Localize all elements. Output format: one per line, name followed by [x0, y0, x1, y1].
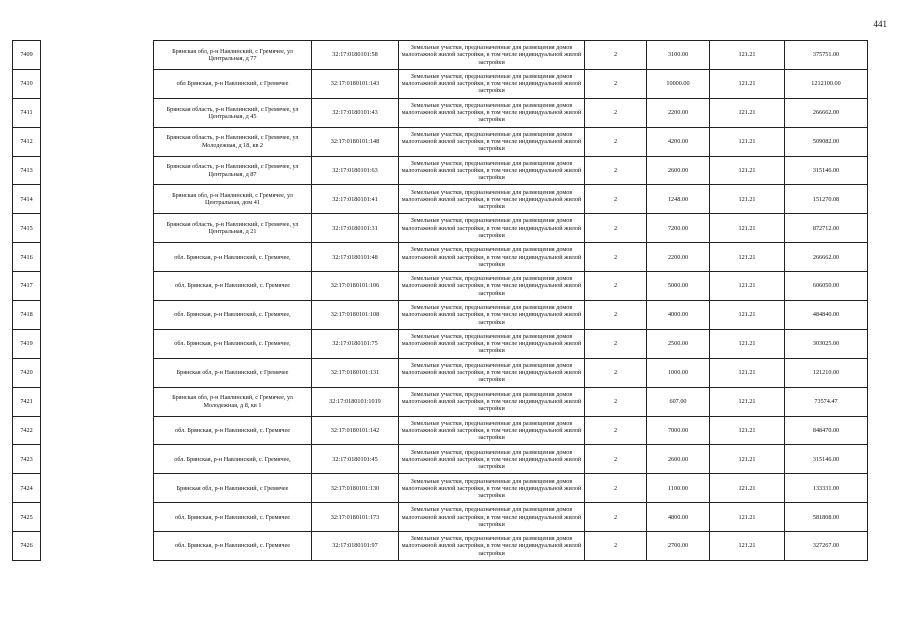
cadastral-number-cell: 32:17:0180101:58: [312, 41, 399, 70]
row-number-cell: 7421: [13, 387, 41, 416]
rate-cell: 121.21: [710, 156, 785, 185]
group-cell: 2: [585, 358, 647, 387]
cadastral-number-cell: 32:17:0180101:1019: [312, 387, 399, 416]
row-number-cell: 7412: [13, 127, 41, 156]
row-number-cell: 7414: [13, 185, 41, 214]
cadastral-number-cell: 32:17:0180101:108: [312, 301, 399, 330]
land-purpose-cell: Земельные участки, предназначенные для размещения домов малоэтажной жилой застройки, в том числе индивидуальной жилой застройки: [399, 474, 585, 503]
address-cell: обл. Брянская, р-н Навлинский, с. Гремячее: [154, 416, 312, 445]
cadastral-value-cell: 327267.00: [785, 532, 868, 561]
table-row: [13, 214, 868, 243]
cadastral-number-cell: 32:17:0180101:173: [312, 503, 399, 532]
cadastral-value-cell: 1212100.00: [785, 69, 868, 98]
cadastral-number-cell: 32:17:0180101:75: [312, 329, 399, 358]
address-cell: обл Брянская, р-н Навлинский, с Гремячее: [154, 69, 312, 98]
cadastral-value-cell: 484840.00: [785, 301, 868, 330]
address-cell: обл. Брянская, р-н Навлинский, с. Гремячее,: [154, 301, 312, 330]
land-purpose-cell: Земельные участки, предназначенные для размещения домов малоэтажной жилой застройки, в том числе индивидуальной жилой застройки: [399, 41, 585, 70]
address-cell: Брянская область, р-н Навлинский, с Гремячее, ул Центральная, д 45: [154, 98, 312, 127]
area-cell: 7000.00: [647, 416, 710, 445]
empty-gap-cell: [41, 445, 154, 474]
cadastral-number-cell: 32:17:0180101:63: [312, 156, 399, 185]
land-purpose-cell: Земельные участки, предназначенные для размещения домов малоэтажной жилой застройки, в том числе индивидуальной жилой застройки: [399, 532, 585, 561]
group-cell: 2: [585, 445, 647, 474]
cadastral-number-cell: 32:17:0180101:106: [312, 272, 399, 301]
land-purpose-cell: Земельные участки, предназначенные для размещения домов малоэтажной жилой застройки, в том числе индивидуальной жилой застройки: [399, 156, 585, 185]
empty-gap-cell: [41, 243, 154, 272]
rate-cell: 121.21: [710, 416, 785, 445]
area-cell: 4800.00: [647, 503, 710, 532]
area-cell: 1000.00: [647, 358, 710, 387]
rate-cell: 121.21: [710, 503, 785, 532]
group-cell: 2: [585, 185, 647, 214]
table-row: [13, 243, 868, 272]
land-purpose-cell: Земельные участки, предназначенные для размещения домов малоэтажной жилой застройки, в том числе индивидуальной жилой застройки: [399, 243, 585, 272]
land-purpose-cell: Земельные участки, предназначенные для размещения домов малоэтажной жилой застройки, в том числе индивидуальной жилой застройки: [399, 358, 585, 387]
address-cell: Брянская область, р-н Навлинский, с Гремячее, ул Молодежная, д 18, кв 2: [154, 127, 312, 156]
empty-gap-cell: [41, 387, 154, 416]
table-row: [13, 156, 868, 185]
rate-cell: 121.21: [710, 272, 785, 301]
rate-cell: 121.21: [710, 301, 785, 330]
table-row: [13, 301, 868, 330]
empty-gap-cell: [41, 503, 154, 532]
address-cell: Брянская обл, р-н Навлинский, с Гремячее, ул Центральная, дом 41: [154, 185, 312, 214]
row-number-cell: 7413: [13, 156, 41, 185]
group-cell: 2: [585, 532, 647, 561]
address-cell: Брянская область, р-н Навлинский, с Гремячее, ул Центральная, д 87: [154, 156, 312, 185]
group-cell: 2: [585, 156, 647, 185]
area-cell: 2500.00: [647, 329, 710, 358]
cadastral-number-cell: 32:17:0180101:142: [312, 416, 399, 445]
cadastral-value-cell: 315146.00: [785, 445, 868, 474]
rate-cell: 121.21: [710, 329, 785, 358]
cadastral-number-cell: 32:17:0180101:143: [312, 69, 399, 98]
area-cell: 10000.00: [647, 69, 710, 98]
rate-cell: 121.21: [710, 41, 785, 70]
cadastral-number-cell: 32:17:0180101:148: [312, 127, 399, 156]
group-cell: 2: [585, 127, 647, 156]
table-row: [13, 445, 868, 474]
address-cell: обл. Брянская, р-н Навлинский, с. Гремячее: [154, 532, 312, 561]
rate-cell: 121.21: [710, 532, 785, 561]
table-row: [13, 532, 868, 561]
area-cell: 2600.00: [647, 156, 710, 185]
cadastral-value-cell: 848470.00: [785, 416, 868, 445]
land-purpose-cell: Земельные участки, предназначенные для размещения домов малоэтажной жилой застройки, в том числе индивидуальной жилой застройки: [399, 214, 585, 243]
land-purpose-cell: Земельные участки, предназначенные для размещения домов малоэтажной жилой застройки, в том числе индивидуальной жилой застройки: [399, 445, 585, 474]
cadastral-value-cell: 581808.00: [785, 503, 868, 532]
cadastral-number-cell: 32:17:0180101:131: [312, 358, 399, 387]
table-row: [13, 387, 868, 416]
rate-cell: 121.21: [710, 98, 785, 127]
area-cell: 4200.00: [647, 127, 710, 156]
address-cell: обл. Брянская, р-н Навлинский, с. Гремячее: [154, 272, 312, 301]
land-purpose-cell: Земельные участки, предназначенные для размещения домов малоэтажной жилой застройки, в том числе индивидуальной жилой застройки: [399, 416, 585, 445]
table-row: [13, 127, 868, 156]
table-row: [13, 272, 868, 301]
empty-gap-cell: [41, 416, 154, 445]
land-purpose-cell: Земельные участки, предназначенные для размещения домов малоэтажной жилой застройки, в том числе индивидуальной жилой застройки: [399, 503, 585, 532]
cadastral-value-cell: 266662.00: [785, 98, 868, 127]
address-cell: обл. Брянская, р-н Навлинский, с. Гремячее,: [154, 329, 312, 358]
rate-cell: 121.21: [710, 69, 785, 98]
area-cell: 2600.00: [647, 445, 710, 474]
table-row: [13, 41, 868, 70]
land-purpose-cell: Земельные участки, предназначенные для размещения домов малоэтажной жилой застройки, в том числе индивидуальной жилой застройки: [399, 301, 585, 330]
table-row: [13, 503, 868, 532]
land-purpose-cell: Земельные участки, предназначенные для размещения домов малоэтажной жилой застройки, в том числе индивидуальной жилой застройки: [399, 185, 585, 214]
cadastral-number-cell: 32:17:0180101:45: [312, 445, 399, 474]
empty-gap-cell: [41, 301, 154, 330]
cadastral-number-cell: 32:17:0180101:43: [312, 98, 399, 127]
empty-gap-cell: [41, 272, 154, 301]
group-cell: 2: [585, 474, 647, 503]
group-cell: 2: [585, 387, 647, 416]
cadastral-value-cell: 133331.00: [785, 474, 868, 503]
land-purpose-cell: Земельные участки, предназначенные для размещения домов малоэтажной жилой застройки, в том числе индивидуальной жилой застройки: [399, 329, 585, 358]
table-row: [13, 98, 868, 127]
empty-gap-cell: [41, 127, 154, 156]
area-cell: 4000.00: [647, 301, 710, 330]
group-cell: 2: [585, 503, 647, 532]
cadastral-value-cell: 73574.47: [785, 387, 868, 416]
empty-gap-cell: [41, 532, 154, 561]
row-number-cell: 7423: [13, 445, 41, 474]
row-number-cell: 7410: [13, 69, 41, 98]
group-cell: 2: [585, 98, 647, 127]
table-row: [13, 185, 868, 214]
cadastral-value-cell: 303025.00: [785, 329, 868, 358]
row-number-cell: 7418: [13, 301, 41, 330]
table-row: [13, 329, 868, 358]
row-number-cell: 7411: [13, 98, 41, 127]
address-cell: Брянская обл, р-н Навлинский, с Гремячее: [154, 474, 312, 503]
cadastral-value-cell: 509082.00: [785, 127, 868, 156]
table-row: [13, 474, 868, 503]
rate-cell: 121.21: [710, 127, 785, 156]
empty-gap-cell: [41, 41, 154, 70]
area-cell: 1100.00: [647, 474, 710, 503]
land-purpose-cell: Земельные участки, предназначенные для размещения домов малоэтажной жилой застройки, в том числе индивидуальной жилой застройки: [399, 98, 585, 127]
group-cell: 2: [585, 301, 647, 330]
empty-gap-cell: [41, 358, 154, 387]
empty-gap-cell: [41, 474, 154, 503]
row-number-cell: 7417: [13, 272, 41, 301]
row-number-cell: 7422: [13, 416, 41, 445]
address-cell: обл. Брянская, р-н Навлинский, с. Гремячее,: [154, 243, 312, 272]
address-cell: Брянская обл, р-н Навлинский, с Гремячее: [154, 358, 312, 387]
row-number-cell: 7425: [13, 503, 41, 532]
group-cell: 2: [585, 416, 647, 445]
area-cell: 7200.00: [647, 214, 710, 243]
cadastral-number-cell: 32:17:0180101:130: [312, 474, 399, 503]
row-number-cell: 7415: [13, 214, 41, 243]
address-cell: обл. Брянская, р-н Навлинский, с. Гремячее,: [154, 445, 312, 474]
rate-cell: 121.21: [710, 243, 785, 272]
area-cell: 3100.00: [647, 41, 710, 70]
group-cell: 2: [585, 69, 647, 98]
address-cell: Брянская обл, р-н Навлинский, с Гремячее, ул Центральная, д 77: [154, 41, 312, 70]
table-body: [13, 41, 868, 561]
table-row: [13, 416, 868, 445]
row-number-cell: 7424: [13, 474, 41, 503]
cadastral-value-cell: 266662.00: [785, 243, 868, 272]
empty-gap-cell: [41, 329, 154, 358]
cadastral-value-cell: 121210.00: [785, 358, 868, 387]
cadastral-value-cell: 606050.00: [785, 272, 868, 301]
empty-gap-cell: [41, 185, 154, 214]
row-number-cell: 7409: [13, 41, 41, 70]
address-cell: Брянская обл, р-н Навлинский, с Гремячее, ул Молодежная, д 8, кв 1: [154, 387, 312, 416]
group-cell: 2: [585, 41, 647, 70]
rate-cell: 121.21: [710, 445, 785, 474]
address-cell: Брянская область, р-н Навлинский, с Гремячее, ул Центральная, д 21: [154, 214, 312, 243]
rate-cell: 121.21: [710, 387, 785, 416]
row-number-cell: 7416: [13, 243, 41, 272]
group-cell: 2: [585, 329, 647, 358]
empty-gap-cell: [41, 98, 154, 127]
group-cell: 2: [585, 243, 647, 272]
cadastral-number-cell: 32:17:0180101:31: [312, 214, 399, 243]
rate-cell: 121.21: [710, 358, 785, 387]
area-cell: 2700.00: [647, 532, 710, 561]
row-number-cell: 7420: [13, 358, 41, 387]
land-purpose-cell: Земельные участки, предназначенные для размещения домов малоэтажной жилой застройки, в том числе индивидуальной жилой застройки: [399, 272, 585, 301]
area-cell: 1248.00: [647, 185, 710, 214]
group-cell: 2: [585, 272, 647, 301]
land-purpose-cell: Земельные участки, предназначенные для размещения домов малоэтажной жилой застройки, в том числе индивидуальной жилой застройки: [399, 127, 585, 156]
cadastral-number-cell: 32:17:0180101:41: [312, 185, 399, 214]
page-number: 441: [873, 19, 887, 29]
cadastral-value-cell: 151270.08: [785, 185, 868, 214]
rate-cell: 121.21: [710, 214, 785, 243]
area-cell: 607.00: [647, 387, 710, 416]
empty-gap-cell: [41, 156, 154, 185]
address-cell: обл. Брянская, р-н Навлинский, с. Гремячее: [154, 503, 312, 532]
cadastral-value-cell: 375751.00: [785, 41, 868, 70]
row-number-cell: 7426: [13, 532, 41, 561]
cadastral-value-cell: 315146.00: [785, 156, 868, 185]
rate-cell: 121.21: [710, 185, 785, 214]
table-row: [13, 358, 868, 387]
land-purpose-cell: Земельные участки, предназначенные для размещения домов малоэтажной жилой застройки, в том числе индивидуальной жилой застройки: [399, 387, 585, 416]
cadastral-value-cell: 872712.00: [785, 214, 868, 243]
area-cell: 2200.00: [647, 98, 710, 127]
group-cell: 2: [585, 214, 647, 243]
land-purpose-cell: Земельные участки, предназначенные для размещения домов малоэтажной жилой застройки, в том числе индивидуальной жилой застройки: [399, 69, 585, 98]
row-number-cell: 7419: [13, 329, 41, 358]
land-registry-table: [12, 40, 868, 561]
cadastral-number-cell: 32:17:0180101:97: [312, 532, 399, 561]
table-row: [13, 69, 868, 98]
area-cell: 2200.00: [647, 243, 710, 272]
cadastral-number-cell: 32:17:0180101:48: [312, 243, 399, 272]
empty-gap-cell: [41, 69, 154, 98]
rate-cell: 121.21: [710, 474, 785, 503]
empty-gap-cell: [41, 214, 154, 243]
area-cell: 5000.00: [647, 272, 710, 301]
